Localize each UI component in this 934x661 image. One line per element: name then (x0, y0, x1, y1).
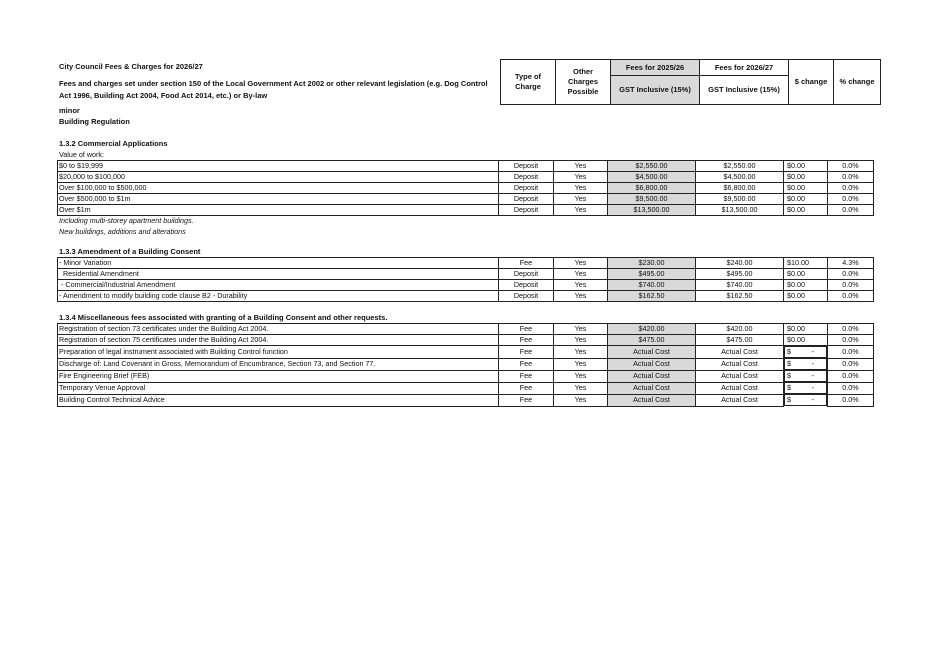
header-gst-next: GST Inclusive (15%) (700, 76, 789, 105)
fee-2025-26: $4,500.00 (608, 172, 696, 183)
dollar-change: $0.00 (784, 269, 828, 280)
table-row (58, 346, 874, 359)
percent-change: 4.3% (828, 258, 874, 269)
charge-type: Fee (499, 394, 554, 406)
other-charges: Yes (554, 269, 608, 280)
table-row (58, 394, 874, 406)
charge-type: Fee (499, 358, 554, 370)
table-row (58, 324, 874, 335)
charge-type: Deposit (499, 161, 554, 172)
dollar-change: $ - (784, 382, 827, 394)
table-row (58, 269, 874, 280)
other-charges: Yes (554, 394, 608, 406)
fee-name: Registration of section 73 certificates under the Building Act 2004. (58, 324, 499, 335)
dollar-change: $ - (784, 358, 827, 370)
other-charges: Yes (554, 280, 608, 291)
header-fees-prev: Fees for 2025/26 (611, 60, 700, 76)
document-subtitle: Fees and charges set under section 150 of the Local Government Act 2002 or other relevant legislation (e.g. Dog Control Act 1996, Building Act 2004, Food Act 2014, etc.) or By-law (59, 79, 488, 100)
fee-name: Residential Amendment (58, 269, 499, 280)
charge-type: Deposit (499, 172, 554, 183)
table-row (58, 172, 874, 183)
charge-type: Fee (499, 324, 554, 335)
section-title-1-3-4: 1.3.4 Miscellaneous fees associated with granting of a Building Consent and other requests. (59, 313, 388, 322)
table-row (58, 205, 874, 216)
percent-change: 0.0% (828, 269, 874, 280)
percent-change: 0.0% (828, 346, 874, 359)
fee-name: Over $100,000 to $500,000 (58, 183, 499, 194)
charge-type: Fee (499, 382, 554, 394)
fee-2026-27: Actual Cost (696, 394, 784, 406)
fee-2026-27: Actual Cost (696, 346, 784, 359)
fee-2026-27: $475.00 (696, 335, 784, 346)
charge-type: Deposit (499, 280, 554, 291)
table-row (58, 183, 874, 194)
percent-change: 0.0% (828, 394, 874, 406)
charge-type: Fee (499, 370, 554, 382)
percent-change: 0.0% (828, 280, 874, 291)
percent-change: 0.0% (828, 291, 874, 302)
table-row (58, 161, 874, 172)
fee-name: Registration of section 75 certificates under the Building Act 2004. (58, 335, 499, 346)
fee-name: Over $1m (58, 205, 499, 216)
dollar-change: $0.00 (784, 194, 828, 205)
dollar-change: $10.00 (784, 258, 828, 269)
other-charges: Yes (554, 194, 608, 205)
dollar-change: $0.00 (784, 172, 828, 183)
section-note: Including multi-storey apartment buildings. (59, 216, 194, 225)
percent-change: 0.0% (828, 194, 874, 205)
percent-change: 0.0% (828, 161, 874, 172)
fee-2025-26: Actual Cost (608, 370, 696, 382)
fee-2025-26: Actual Cost (608, 346, 696, 359)
fee-2025-26: $13,500.00 (608, 205, 696, 216)
other-charges: Yes (554, 324, 608, 335)
fee-2026-27: $6,800.00 (696, 183, 784, 194)
charge-type: Fee (499, 335, 554, 346)
charge-type: Fee (499, 346, 554, 359)
charge-type: Deposit (499, 291, 554, 302)
table-1-3-2 (57, 160, 874, 216)
fee-2025-26: $495.00 (608, 269, 696, 280)
fee-name: Discharge of: Land Covenant in Gross, Memorandum of Encumbrance, Section 73, and Section 77. (58, 358, 499, 370)
fee-name: Over $500,000 to $1m (58, 194, 499, 205)
fee-2025-26: Actual Cost (608, 358, 696, 370)
dollar-change: $0.00 (784, 280, 828, 291)
table-row (58, 291, 874, 302)
fee-2025-26: $2,550.00 (608, 161, 696, 172)
fee-2026-27: $495.00 (696, 269, 784, 280)
fee-name: $20,000 to $100,000 (58, 172, 499, 183)
other-charges: Yes (554, 161, 608, 172)
section-sublabel: Value of work: (59, 150, 105, 159)
fee-2025-26: $420.00 (608, 324, 696, 335)
table-row (58, 280, 874, 291)
other-charges: Yes (554, 183, 608, 194)
section-note: New buildings, additions and alterations (59, 227, 186, 236)
fee-name: Preparation of legal instrument associated with Building Control function (58, 346, 499, 359)
dollar-change: $ - (784, 394, 827, 406)
fee-name: - Commercial/Industrial Amendment (58, 280, 499, 291)
fee-2025-26: Actual Cost (608, 394, 696, 406)
table-row (58, 382, 874, 394)
header-gst-prev: GST Inclusive (15%) (611, 76, 700, 105)
percent-change: 0.0% (828, 172, 874, 183)
other-charges: Yes (554, 358, 608, 370)
percent-change: 0.0% (828, 370, 874, 382)
charge-type: Fee (499, 258, 554, 269)
fee-name: Temporary Venue Approval (58, 382, 499, 394)
fee-2026-27: $162.50 (696, 291, 784, 302)
header-type: Type of Charge (501, 60, 556, 105)
other-charges: Yes (554, 382, 608, 394)
dollar-change: $0.00 (784, 183, 828, 194)
fee-2026-27: $420.00 (696, 324, 784, 335)
section-title-1-3-3: 1.3.3 Amendment of a Building Consent (59, 247, 201, 256)
dollar-change: $ - (784, 370, 827, 382)
fee-name: Building Control Technical Advice (58, 394, 499, 406)
other-charges: Yes (554, 335, 608, 346)
charge-type: Deposit (499, 205, 554, 216)
dollar-change: $ - (784, 346, 827, 358)
table-row (58, 358, 874, 370)
header-fees-next: Fees for 2026/27 (700, 60, 789, 76)
fee-2026-27: $2,550.00 (696, 161, 784, 172)
fee-2026-27: $740.00 (696, 280, 784, 291)
fee-2025-26: Actual Cost (608, 382, 696, 394)
charge-type: Deposit (499, 194, 554, 205)
dollar-change: $0.00 (784, 205, 828, 216)
fee-2026-27: Actual Cost (696, 358, 784, 370)
fee-2026-27: Actual Cost (696, 370, 784, 382)
other-charges: Yes (554, 258, 608, 269)
document-title: City Council Fees & Charges for 2026/27 (59, 62, 203, 71)
other-charges: Yes (554, 370, 608, 382)
category-label: minor (59, 106, 80, 115)
table-row (58, 194, 874, 205)
table-row (58, 258, 874, 269)
charge-type: Deposit (499, 183, 554, 194)
fee-2025-26: $740.00 (608, 280, 696, 291)
percent-change: 0.0% (828, 183, 874, 194)
percent-change: 0.0% (828, 382, 874, 394)
fee-2025-26: $6,800.00 (608, 183, 696, 194)
header-dollar-change: $ change (789, 60, 834, 105)
dollar-change: $0.00 (784, 324, 828, 335)
column-header (500, 59, 881, 105)
other-charges: Yes (554, 172, 608, 183)
table-row (58, 335, 874, 346)
group-label: Building Regulation (59, 117, 130, 126)
fee-name: $0 to $19,999 (58, 161, 499, 172)
table-row (58, 370, 874, 382)
dollar-change: $0.00 (784, 335, 828, 346)
charge-type: Deposit (499, 269, 554, 280)
fee-name: Fire Engineering Brief (FEB) (58, 370, 499, 382)
fee-2026-27: $240.00 (696, 258, 784, 269)
dollar-change: $0.00 (784, 291, 828, 302)
fee-2025-26: $230.00 (608, 258, 696, 269)
fee-name: - Minor Variation (58, 258, 499, 269)
percent-change: 0.0% (828, 358, 874, 370)
header-pct-change: % change (834, 60, 881, 105)
other-charges: Yes (554, 291, 608, 302)
fee-2026-27: $9,500.00 (696, 194, 784, 205)
fee-2026-27: $13,500.00 (696, 205, 784, 216)
percent-change: 0.0% (828, 335, 874, 346)
fee-2025-26: $9,500.00 (608, 194, 696, 205)
fee-2026-27: Actual Cost (696, 382, 784, 394)
fee-2026-27: $4,500.00 (696, 172, 784, 183)
percent-change: 0.0% (828, 205, 874, 216)
fee-name: - Amendment to modify building code clause B2 - Durability (58, 291, 499, 302)
fee-2025-26: $475.00 (608, 335, 696, 346)
other-charges: Yes (554, 346, 608, 359)
header-other: Other Charges Possible (556, 60, 611, 105)
fee-2025-26: $162.50 (608, 291, 696, 302)
table-1-3-3 (57, 257, 874, 302)
section-title-1-3-2: 1.3.2 Commercial Applications (59, 139, 168, 148)
dollar-change: $0.00 (784, 161, 828, 172)
other-charges: Yes (554, 205, 608, 216)
percent-change: 0.0% (828, 324, 874, 335)
table-1-3-4 (57, 323, 874, 407)
